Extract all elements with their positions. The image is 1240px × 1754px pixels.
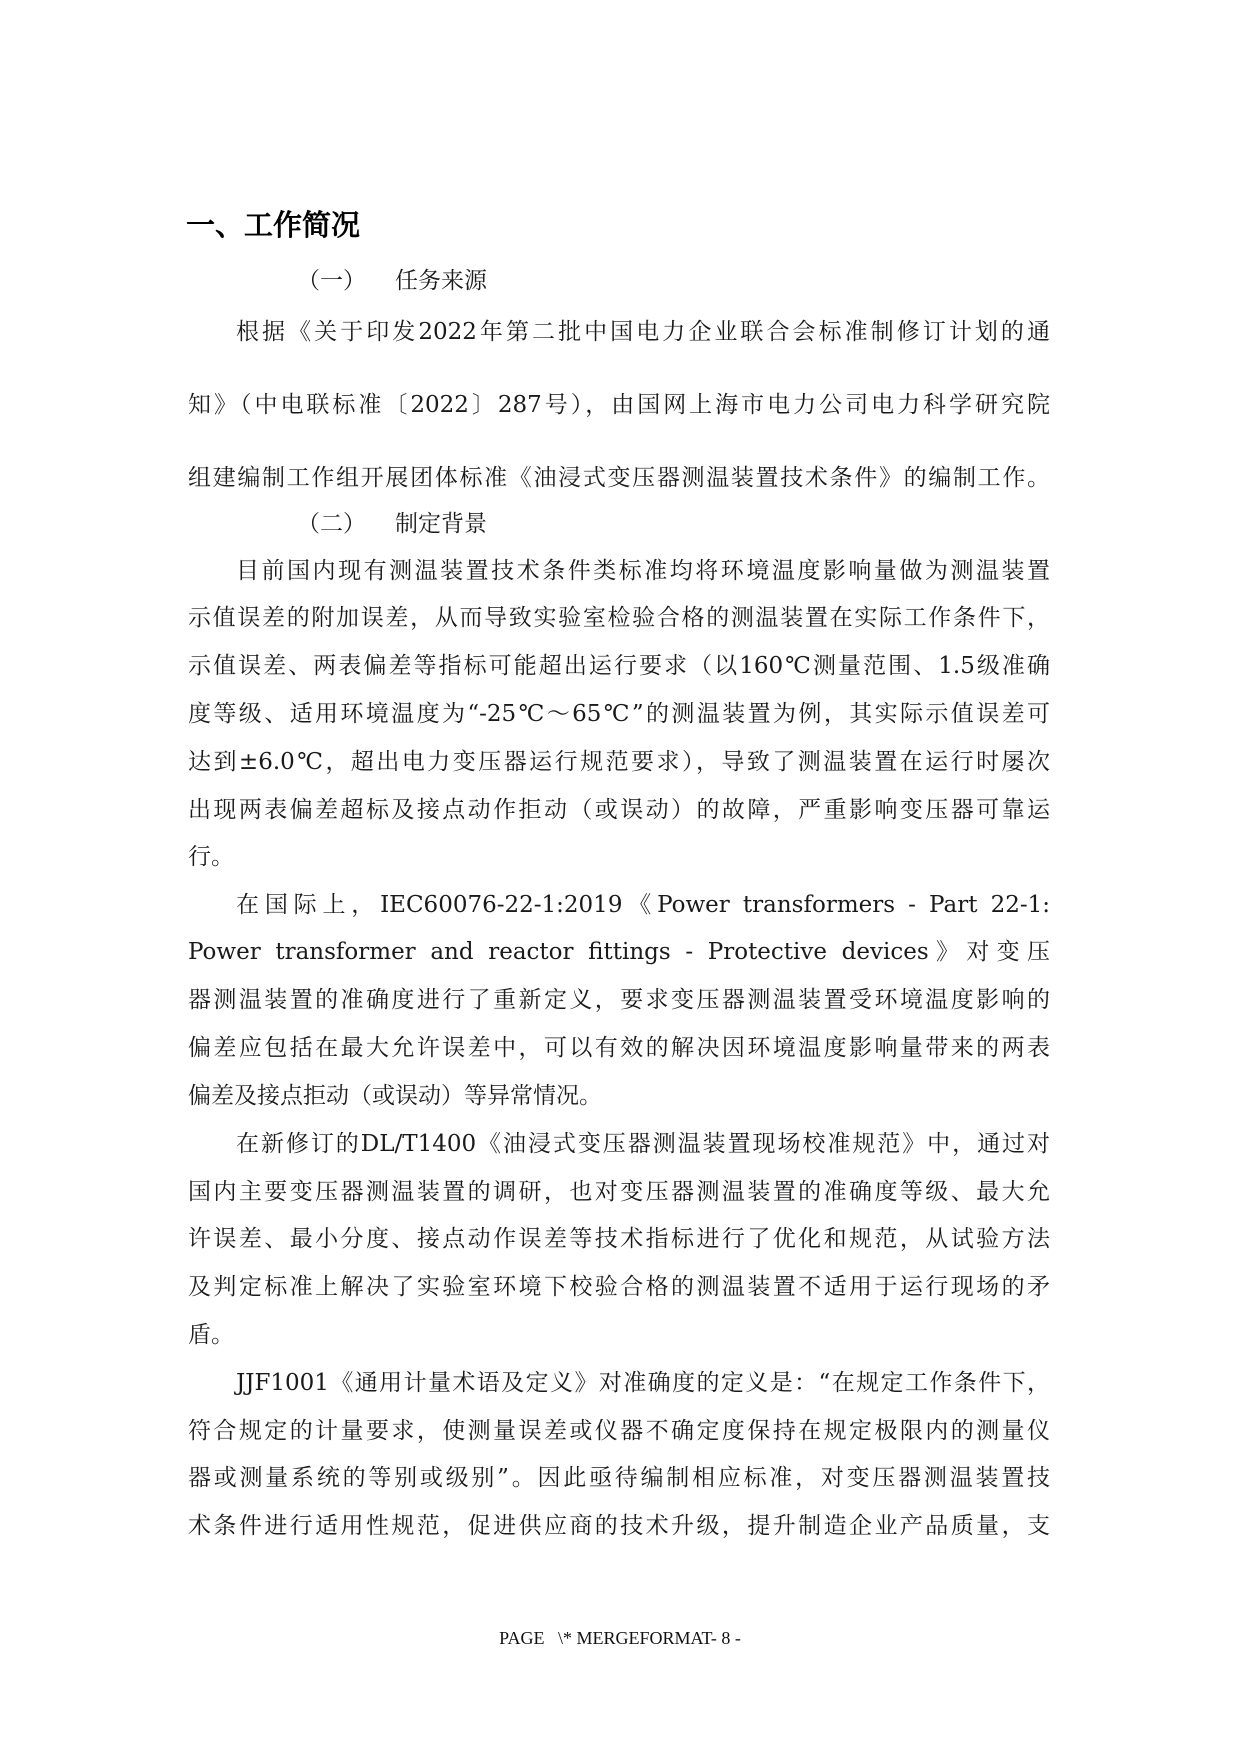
paragraph-line: 根据《关于印发2022年第二批中国电力企业联合会标准制修订计划的通 bbox=[236, 319, 1050, 345]
paragraph-line: 目前国内现有测温装置技术条件类标准均将环境温度影响量做为测温装置 bbox=[236, 558, 1050, 584]
paragraph-line: 符合规定的计量要求，使测量误差或仪器不确定度保持在规定极限内的测量仪 bbox=[188, 1418, 1050, 1444]
paragraph-line: 达到±6.0℃，超出电力变压器运行规范要求），导致了测温装置在运行时屡次 bbox=[188, 749, 1050, 775]
paragraph-line: 出现两表偏差超标及接点动作拒动（或误动）的故障，严重影响变压器可靠运 bbox=[188, 797, 1050, 823]
paragraph-line: JJF1001《通用计量术语及定义》对准确度的定义是：“在规定工作条件下， bbox=[236, 1370, 1050, 1396]
paragraph-line: 偏差及接点拒动（或误动）等异常情况。 bbox=[188, 1083, 602, 1109]
paragraph-line: 在国际上，IEC60076-22-1:2019《Power transformers - Part 22-1: bbox=[236, 892, 1050, 918]
paragraph-line: 器或测量系统的等别或级别”。因此亟待编制相应标准，对变压器测温装置技 bbox=[188, 1465, 1050, 1491]
paragraph-line: 术条件进行适用性规范，促进供应商的技术升级，提升制造企业产品质量，支 bbox=[188, 1513, 1050, 1539]
paragraph-line: 行。 bbox=[188, 844, 234, 870]
paragraph-line: 及判定标准上解决了实验室环境下校验合格的测温装置不适用于运行现场的矛 bbox=[188, 1274, 1050, 1300]
paragraph-line: 度等级、适用环境温度为“-25℃～65℃”的测温装置为例，其实际示值误差可 bbox=[188, 701, 1050, 727]
paragraph-line: 在新修订的DL/T1400《油浸式变压器测温装置现场校准规范》中，通过对 bbox=[236, 1131, 1050, 1157]
section-heading: 一、工作简况 bbox=[186, 208, 361, 242]
paragraph-line: 组建编制工作组开展团体标准《油浸式变压器测温装置技术条件》的编制工作。 bbox=[188, 465, 1050, 491]
subsection-number-1: （一） bbox=[297, 268, 366, 294]
paragraph-line: 偏差应包括在最大允许误差中，可以有效的解决因环境温度影响量带来的两表 bbox=[188, 1035, 1050, 1061]
paragraph-line: 盾。 bbox=[188, 1322, 234, 1348]
paragraph-line: 示值误差的附加误差，从而导致实验室检验合格的测温装置在实际工作条件下， bbox=[188, 605, 1050, 631]
paragraph-line: 示值误差、两表偏差等指标可能超出运行要求（以160℃测量范围、1.5级准确 bbox=[188, 653, 1050, 679]
paragraph-line: 国内主要变压器测温装置的调研，也对变压器测温装置的准确度等级、最大允 bbox=[188, 1179, 1050, 1205]
paragraph-line: 器测温装置的准确度进行了重新定义，要求变压器测温装置受环境温度影响的 bbox=[188, 987, 1050, 1013]
page-footer: PAGE \* MERGEFORMAT- 8 - bbox=[499, 1628, 741, 1648]
subsection-number-2: （二） bbox=[297, 511, 366, 537]
subsection-title-2: 制定背景 bbox=[395, 511, 487, 537]
paragraph-line: 知》（中电联标准〔2022〕287号），由国网上海市电力公司电力科学研究院 bbox=[188, 392, 1050, 418]
paragraph-line: 许误差、最小分度、接点动作误差等技术指标进行了优化和规范，从试验方法 bbox=[188, 1226, 1050, 1252]
paragraph-line: Power transformer and reactor fittings - Protective devices》对变压 bbox=[188, 939, 1050, 965]
subsection-title-1: 任务来源 bbox=[395, 268, 487, 294]
